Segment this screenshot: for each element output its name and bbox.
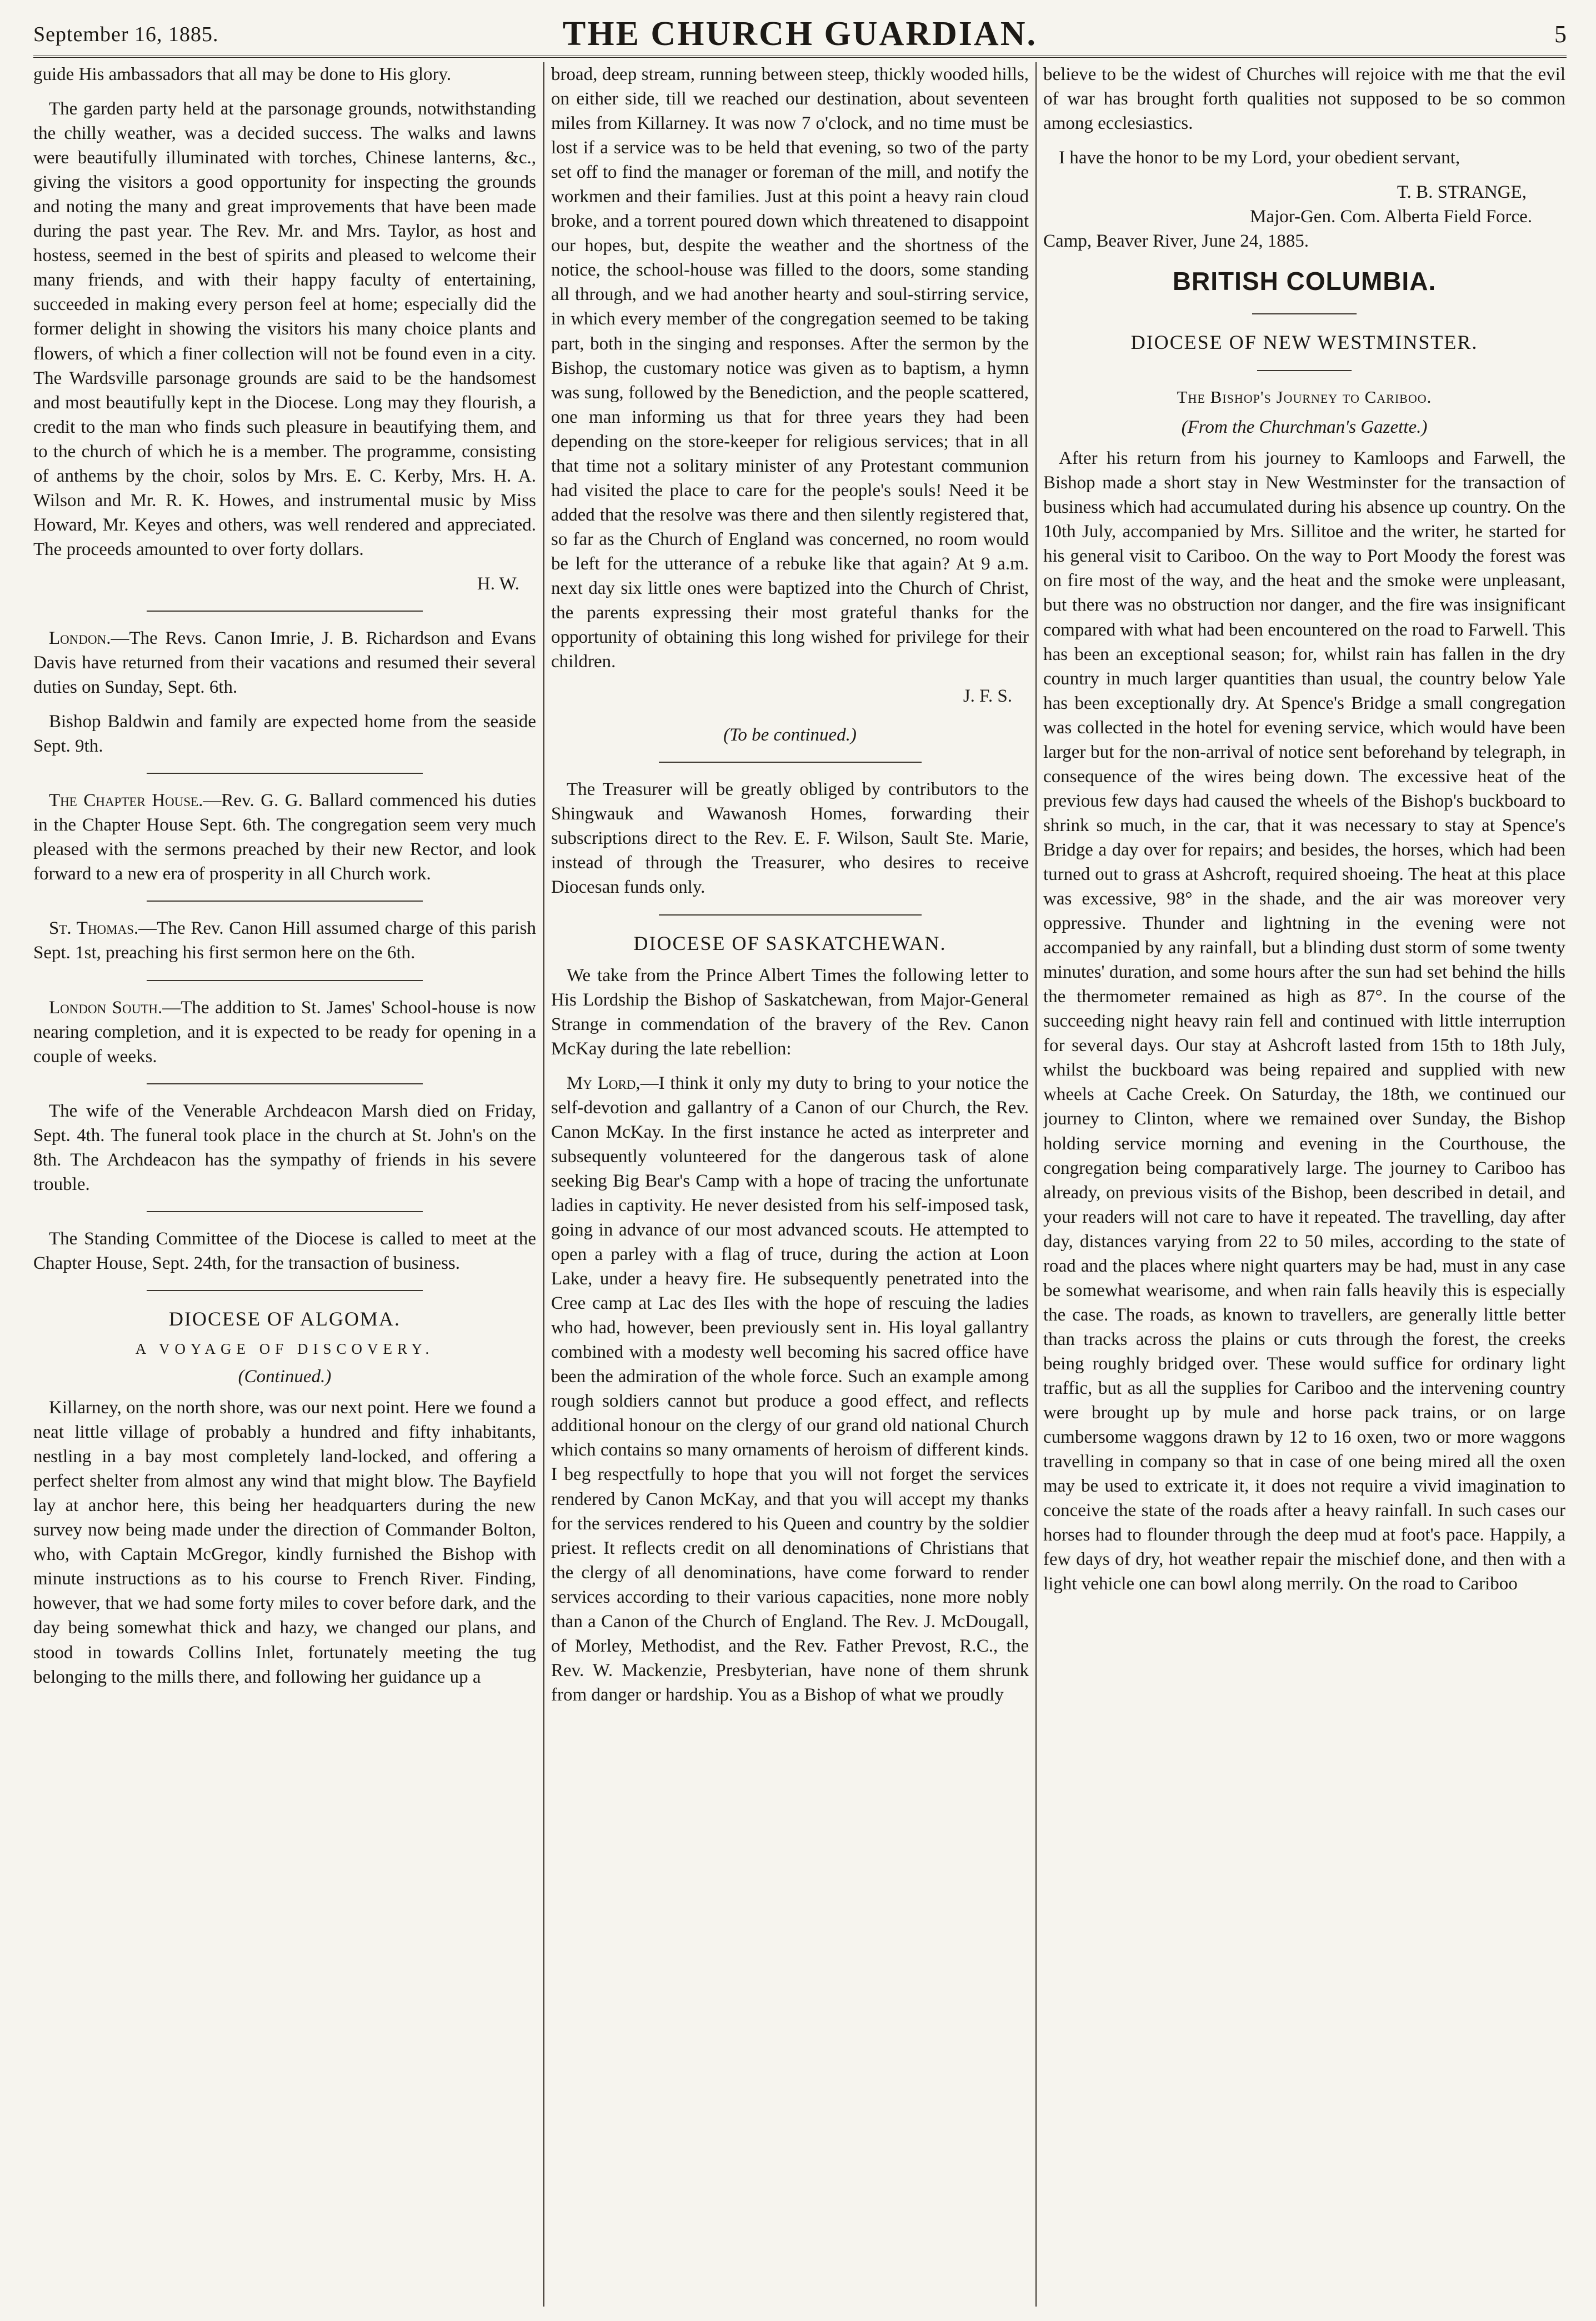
section-heading: DIOCESE OF SASKATCHEWAN.	[633, 932, 947, 954]
dateline: Camp, Beaver River, June 24, 1885.	[1043, 231, 1309, 252]
separator	[147, 611, 423, 612]
item-text: —Rev. G. G. Ballard commenced his duties in the Chapter House Sept. 6th. The congregation seem very much pleased with the sermons preached by their new Rector, and look forward to a new era of prosperity in all Church work.	[33, 791, 536, 884]
separator	[1257, 370, 1351, 371]
separator	[659, 762, 922, 763]
signatory: T. B. STRANGE,	[1397, 182, 1527, 203]
paragraph: After his return from his journey to Kamloops and Farwell, the Bishop made a short stay in New Westminster for the transaction of business which had accumulated during his absence up country. On the 10th July, accompanied by Mrs. Sillitoe and the writer, he started for his general visit to Cariboo. On the way to Port Moody the forest was on fire most of the way, and the heat and the smoke were unpleasant, but there was no obstruction nor danger, and the fire was insignificant compared with what had been encountered on the road to Farwell. This has been an exceptional season; for, whilst rain has fallen in the dry country in much larger quantities than usual, the country below Yale has been exceptionally dry. At Spence's Bridge a small congregation was collected in the hotel for evening service, which would have been larger but for the non-arrival of notice sent beforehand by telegraph, in consequence of the wires being down. The excessive heat of the previous few days had caused the wheels of the Bishop's buckboard to shrink so much, in the car, that it was necessary to stay at Spence's Bridge a day over for repairs; and besides, the horses, which had been turned out to grass at Ashcroft, required shoeing. The heat at this place was excessive, 98° in the shade, and the air was moreover very oppressive. Thunder and lightning in the evening were not accompanied by any rainfall, but a blinding dust storm of some twenty minutes' duration, and some hours after the sun had set behind the hills the thermometer remained as high as 87°. In the course of the succeeding night heavy rain fell and continued with little interruption for several days. Our stay at Ashcroft lasted from 15th to 18th July, whilst the buckboard was being repaired and supplied with new wheels at Cache Creek. On Saturday, the 18th, we continued our journey to Clinton, where we remained over Sunday, the Bishop holding service morning and evening in the Courthouse, the congregation being comparatively large. The journey to Cariboo has already, on previous visits of the Bishop, been described in detail, and your readers will not care to have it repeated. The travelling, day after day, distances varying from 22 to 50 miles, according to the state of road and the places where night quarters may be had, must in any case be somewhat wearisome, and when rain falls heavily this is especially the case. The roads, as known to travellers, are generally little better than tracks across the plains or cuts through the forest, the creeks being roughly bridged over. These would suffice for ordinary light traffic, but as all the supplies for Cariboo and the intervening country were brought up by mule and horse pack trains, or on large cumbersome waggons drawn by 12 to 16 oxen, two or more waggons travelling in company so that in case of one being mired all the oxen may be used to extricate it, it does not require a vivid imagination to conceive the state of the roads after a heavy rainfall. In such cases our horses had to flounder through the deep mud at foot's pace. Happily, a few days of dry, hot weather repair the mischief done, and then with a light vehicle one can bowl along merrily. On the road to Cariboo	[1043, 448, 1565, 1594]
separator	[147, 980, 423, 981]
signature: H. W.	[477, 573, 519, 594]
column-3	[1043, 62, 1565, 2301]
paragraph: guide His ambassadors that all may be done to His glory.	[33, 64, 452, 84]
paragraph: I have the honor to be my Lord, your obedient servant,	[1059, 148, 1460, 168]
signatory-rank: Major-Gen. Com. Alberta Field Force.	[1250, 207, 1532, 227]
item-text: —The addition to St. James' School-house is now nearing completion, and it is expected to be ready for opening in a couple of weeks.	[33, 997, 536, 1067]
column-1	[33, 62, 536, 2301]
paragraph: The wife of the Venerable Archdeacon Marsh died on Friday, Sept. 4th. The funeral took place in the church at St. John's on the 8th. The Archdeacon has the sympathy of friends in his severe trouble.	[33, 1101, 536, 1194]
separator	[1252, 313, 1357, 314]
to-be-continued: (To be continued.)	[723, 725, 857, 746]
paragraph: Killarney, on the north shore, was our next point. Here we found a neat little village of probably a hundred and fifty inhabitants, nestling in a bay most completely land-locked, and offering a perfect shelter from almost any wind that might blow. The Bayfield lay at anchor here, this being her headquarters during the new survey now being made under the direction of Commander Bolton, who, with Captain McGregor, kindly furnished the Bishop with minute instructions as to his course to French River. Finding, however, that we had some forty miles to cover before dark, and the day being somewhat thick and hazy, we changed our plans, and stood in towards Collins Inlet, fortunately meeting the tug belonging to the mills there, and following her guidance up a	[33, 1398, 536, 1687]
news-item	[33, 626, 536, 699]
item-lead: St. Thomas.	[49, 918, 139, 939]
continued-note: (Continued.)	[238, 1367, 332, 1387]
separator	[147, 1083, 423, 1084]
separator	[147, 901, 423, 902]
separator	[147, 1290, 423, 1291]
paragraph: broad, deep stream, running between steep, thickly wooded hills, on either side, till we reached our destination, about seventeen miles from Killarney. It was now 7 o'clock, and no time must be lost if a service was to be held that evening, so two of the party set off to find the manager or foreman of the mill, and notify the workmen and their families. Just at this point a heavy rain cloud broke, and a torrent poured down which threatened to disappoint our hopes, but, despite the weather and the shortness of the notice, the school-house was filled to the doors, some standing all through, and we had another hearty and soul-stirring service, in which every member of the congregation seemed to be taking part, both in the singing and responses. After the sermon by the Bishop, the customary notice was given as to baptism, a hymn was sung, followed by the Benediction, and the people scattered, one man informing us that for three years they had been depending on the store-keeper for religious services; that in all that time not a solitary minister of any Protestant communion had visited the place to care for the people's souls! Need it be added that the resolve was there and then silently registered that, so far as the Church of England was concerned, no room would be left for the utterance of a rebuke like that again? At 9 a.m. next day six little ones were baptized into the Church of Christ, the parents expressing their most grateful thanks for the opportunity of obtaining this long wished for privilege for their children.	[551, 64, 1029, 672]
paragraph: The Treasurer will be greatly obliged by contributors to the Shingwauk and Wawanosh Homes, forwarding their subscriptions direct to the Rev. E. F. Wilson, Sault Ste. Marie, instead of through the Treasurer, who desires to receive Diocesan funds only.	[551, 779, 1029, 898]
item-text: —The Rev. Canon Hill assumed charge of this parish Sept. 1st, preaching his first sermon here on the 6th.	[33, 918, 536, 963]
column-2	[551, 62, 1029, 2301]
page-number: 5	[1554, 21, 1567, 48]
signature: J. F. S.	[963, 686, 1012, 707]
separator	[147, 773, 423, 774]
letter-text: —I think it only my duty to bring to your notice the self-devotion and gallantry of a Canon of our Church, the Rev. Canon McKay. In the first instance he acted as interpreter and subsequently volunteered for the dangerous task of alone seeking Big Bear's Camp with a hope of tracing the unfortunate ladies in captivity. He never desisted from his self-imposed task, going in advance of our most advanced scouts. He attempted to open a parley with a flag of truce, during the action at Loon Lake, under a heavy fire. He subsequently penetrated into the Cree camp at Lac des Iles with the hope of rescuing the ladies who had, however, been previously sent in. His loyal gallantry combined with a modesty well becoming his sacred office have been the admiration of the whole force. Such an example among rough soldiers cannot but produce a good effect, and reflects additional honour on the clergy of our grand old national Church which contains so many ornaments of heroism of different kinds. I beg respectfully to hope that you will not forget the services rendered by Canon McKay, and that you will accept my thanks for the services rendered to his Queen and country by the soldier priest. It reflects credit on all denominations of Christians that the clergy of all denominations, have come forward to render services according to their various capacities, none more nobly than a Canon of the Church of England. The Rev. J. McDougall, of Morley, Methodist, and the Rev. Father Prevost, R.C., the Rev. W. Mackenzie, Presbyterian, have none of them shrunk from danger or hardship. You as a Bishop of what we proudly	[551, 1073, 1029, 1705]
column-divider	[543, 62, 544, 2307]
paragraph: We take from the Prince Albert Times the following letter to His Lordship the Bishop of Saskatchewan, from Major-General Strange in commendation of the bravery of the Rev. Canon McKay during the late rebellion:	[551, 965, 1029, 1059]
separator	[147, 1211, 423, 1212]
header-rule	[33, 56, 1567, 58]
article-title: The Bishop's Journey to Cariboo.	[1177, 387, 1432, 407]
paragraph: Bishop Baldwin and family are expected home from the seaside Sept. 9th.	[33, 712, 536, 757]
source-note: (From the Churchman's Gazette.)	[1181, 417, 1428, 438]
paragraph: The garden party held at the parsonage grounds, notwithstanding the chilly weather, was a decided success. The walks and lawns were beautifully illuminated with torches, Chinese lanterns, &c., giving the visitors a good opportunity for inspecting the grounds and noting the many and great improvements that have been made during the past year. The Rev. Mr. and Mrs. Taylor, as host and hostess, seemed in the best of spirits and pleased to welcome their many friends, and with their happy faculty of entertaining, succeeded in making every person feel at home; especially did the former delight in showing the visitors his many choice plants and flowers, of which a finer collection will not be found even in a city. The Wardsville parsonage grounds are said to be the handsomest and most beautifully kept in the Diocese. Long may they flourish, a credit to the man who finds such pleasure in beautifying them, and to the church of which he is a member. The programme, consisting of anthems by the choir, solos by Mrs. E. C. Kerby, Mrs. H. A. Wilson and Mr. R. K. Howes, and instrumental music by Miss Howard, Mr. Keyes and others, was well rendered and appreciated. The proceeds amounted to over forty dollars.	[33, 99, 536, 559]
news-item	[33, 788, 536, 886]
masthead: THE CHURCH GUARDIAN.	[563, 15, 1037, 53]
item-lead: The Chapter House.	[49, 791, 203, 811]
salutation: My Lord,	[567, 1073, 641, 1093]
paragraph: believe to be the widest of Churches will rejoice with me that the evil of war has brought forth qualities not supposed to be so common among ecclesiastics.	[1043, 64, 1565, 134]
letter	[551, 1071, 1029, 1707]
subheading: A VOYAGE OF DISCOVERY.	[135, 1340, 434, 1357]
section-heading: DIOCESE OF ALGOMA.	[168, 1307, 401, 1330]
issue-date: September 16, 1885.	[33, 23, 219, 46]
page-header	[33, 10, 1567, 54]
news-item	[33, 996, 536, 1069]
item-text: —The Revs. Canon Imrie, J. B. Richardson and Evans Davis have returned from their vacations and resumed their several duties on Sunday, Sept. 6th.	[33, 628, 536, 698]
item-lead: London South.	[49, 997, 163, 1018]
column-divider	[1035, 62, 1037, 2307]
separator	[659, 914, 922, 916]
news-item	[33, 916, 536, 965]
item-lead: London.	[49, 628, 111, 648]
region-heading: BRITISH COLUMBIA.	[1172, 267, 1437, 296]
paragraph: The Standing Committee of the Diocese is called to meet at the Chapter House, Sept. 24th, for the transaction of business.	[33, 1228, 536, 1273]
section-heading: DIOCESE OF NEW WESTMINSTER.	[1130, 331, 1478, 353]
